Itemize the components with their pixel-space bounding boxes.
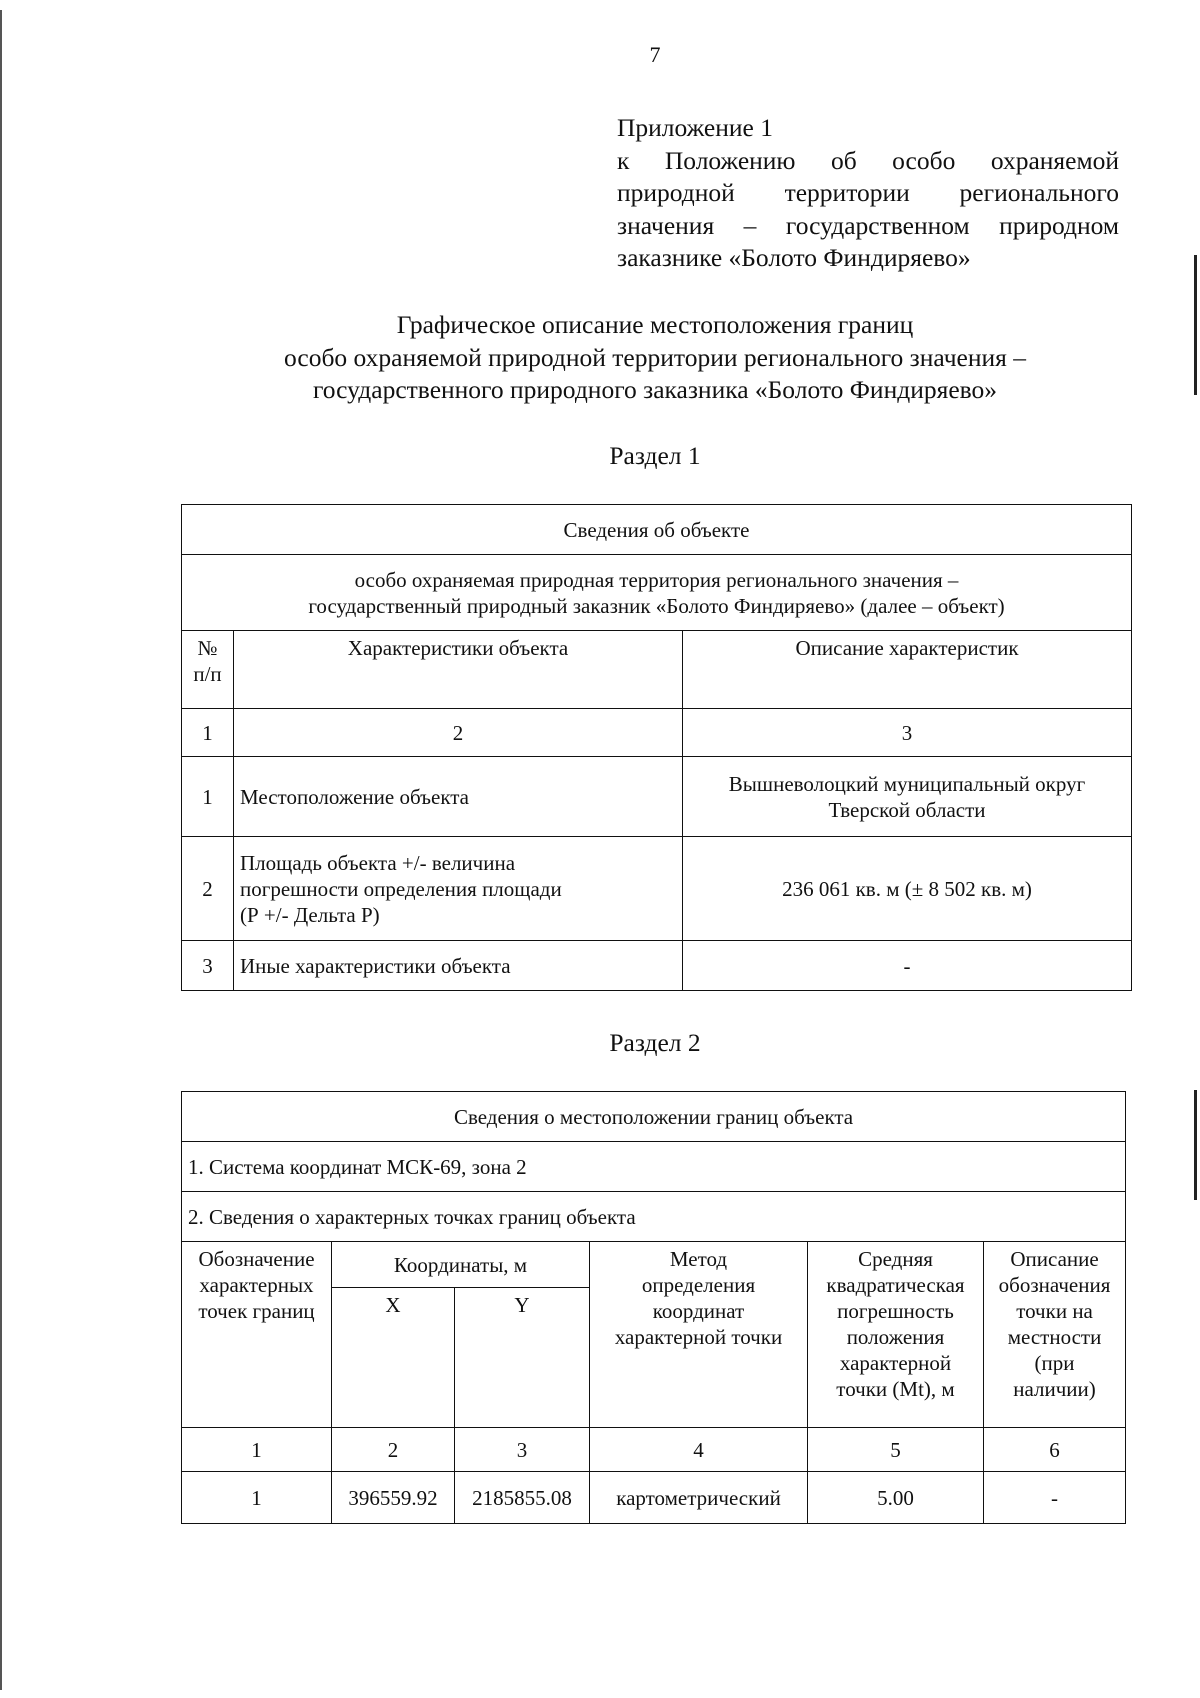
header-line: Описание (1010, 1247, 1099, 1271)
annex-line: к Положению об особо охраняемой (617, 145, 1119, 175)
header-line: Средняя (858, 1247, 933, 1271)
scan-edge-right-lower (1194, 1090, 1197, 1200)
boundary-table (181, 1091, 1126, 1524)
row-name-line: (Р +/- Дельта Р) (240, 902, 380, 927)
header-line: Метод (669, 1247, 728, 1271)
row-name-line: погрешности определения площади (240, 876, 562, 901)
object-name-cell (182, 555, 1132, 631)
section2-heading: Раздел 2 (609, 1028, 701, 1057)
title-line: государственного природного заказника «Болото Финдиряево» (312, 375, 998, 404)
header-coords: Координаты, м (332, 1242, 590, 1288)
index-cell: 1 (182, 1428, 332, 1472)
point-description: - (984, 1472, 1126, 1524)
header-method (590, 1242, 808, 1428)
header-line: характерной точки (614, 1325, 783, 1349)
annex-line: природной территории регионального (617, 178, 1119, 207)
header-line: обозначения (998, 1273, 1111, 1297)
annex-line: заказнике «Болото Финдиряево» (617, 243, 971, 272)
header-num-line: п/п (193, 662, 222, 686)
header-line: определения (641, 1273, 756, 1297)
document-title (180, 309, 1130, 407)
index-cell: 5 (808, 1428, 984, 1472)
row-value: 236 061 кв. м (± 8 502 кв. м) (683, 837, 1132, 941)
table-row (182, 757, 1132, 837)
header-line: положения (846, 1325, 945, 1349)
header-num-line: № (197, 636, 218, 660)
coord-system: 1. Система координат МСК-69, зона 2 (182, 1142, 1126, 1192)
header-y: Y (455, 1288, 590, 1428)
annex-block (617, 112, 1119, 275)
title-line: Графическое описание местоположения границ (396, 310, 914, 339)
point-method: картометрический (590, 1472, 808, 1524)
header-line: (при (1034, 1351, 1075, 1375)
row-name: Местоположение объекта (234, 757, 683, 837)
header-point-description (984, 1242, 1126, 1428)
object-info-table (181, 504, 1132, 991)
row-name-line: Площадь объекта +/- величина (240, 850, 516, 875)
index-cell: 4 (590, 1428, 808, 1472)
table-row (182, 1472, 1126, 1524)
point-error: 5.00 (808, 1472, 984, 1524)
row-num: 2 (182, 837, 234, 941)
row-value: - (683, 941, 1132, 991)
header-line: точки на (1016, 1299, 1093, 1323)
header-line: точек границ (198, 1299, 315, 1323)
header-designation (182, 1242, 332, 1428)
index-cell: 2 (332, 1428, 455, 1472)
header-line: характерной (839, 1351, 952, 1375)
header-error (808, 1242, 984, 1428)
title-line: особо охраняемой природной территории регионального значения – (284, 342, 1026, 372)
point-y: 2185855.08 (455, 1472, 590, 1524)
header-line: точки (Mt), м (836, 1377, 955, 1401)
header-line: характерных (199, 1273, 314, 1297)
annex-line: Приложение 1 (617, 113, 773, 142)
points-title: 2. Сведения о характерных точках границ объекта (182, 1192, 1126, 1242)
header-num (182, 631, 234, 709)
page-number: 7 (649, 42, 661, 67)
table-title: Сведения об объекте (182, 505, 1132, 555)
index-cell: 2 (234, 709, 683, 757)
section1-heading: Раздел 1 (609, 441, 701, 470)
header-line: Обозначение (198, 1247, 315, 1271)
scan-edge-right (1194, 255, 1197, 395)
header-line: погрешность (837, 1299, 954, 1323)
table-row (182, 941, 1132, 991)
table-title: Сведения о местоположении границ объекта (182, 1092, 1126, 1142)
row-num: 1 (182, 757, 234, 837)
row-name: Иные характеристики объекта (234, 941, 683, 991)
point-x: 396559.92 (332, 1472, 455, 1524)
header-line: координат (652, 1299, 745, 1323)
row-value-line: Тверской области (828, 797, 986, 822)
row-num: 3 (182, 941, 234, 991)
header-line: местности (1007, 1325, 1102, 1349)
header-description: Описание характеристик (683, 631, 1132, 709)
row-value-line: Вышневолоцкий муниципальный округ (728, 771, 1086, 796)
object-name-line: особо охраняемая природная территория регионального значения – (354, 567, 959, 592)
table-row (182, 837, 1132, 941)
object-name-line: государственный природный заказник «Болото Финдиряево» (далее – объект) (308, 593, 1005, 618)
annex-line: значения – государственном природном (617, 210, 1119, 240)
index-cell: 3 (455, 1428, 590, 1472)
index-cell: 6 (984, 1428, 1126, 1472)
index-cell: 1 (182, 709, 234, 757)
point-id: 1 (182, 1472, 332, 1524)
scan-edge-left (0, 10, 2, 1690)
row-name (234, 837, 683, 941)
header-line: наличии) (1013, 1377, 1096, 1401)
index-cell: 3 (683, 709, 1132, 757)
header-characteristics: Характеристики объекта (234, 631, 683, 709)
row-value (683, 757, 1132, 837)
header-line: квадратическая (826, 1273, 965, 1297)
header-x: X (332, 1288, 455, 1428)
